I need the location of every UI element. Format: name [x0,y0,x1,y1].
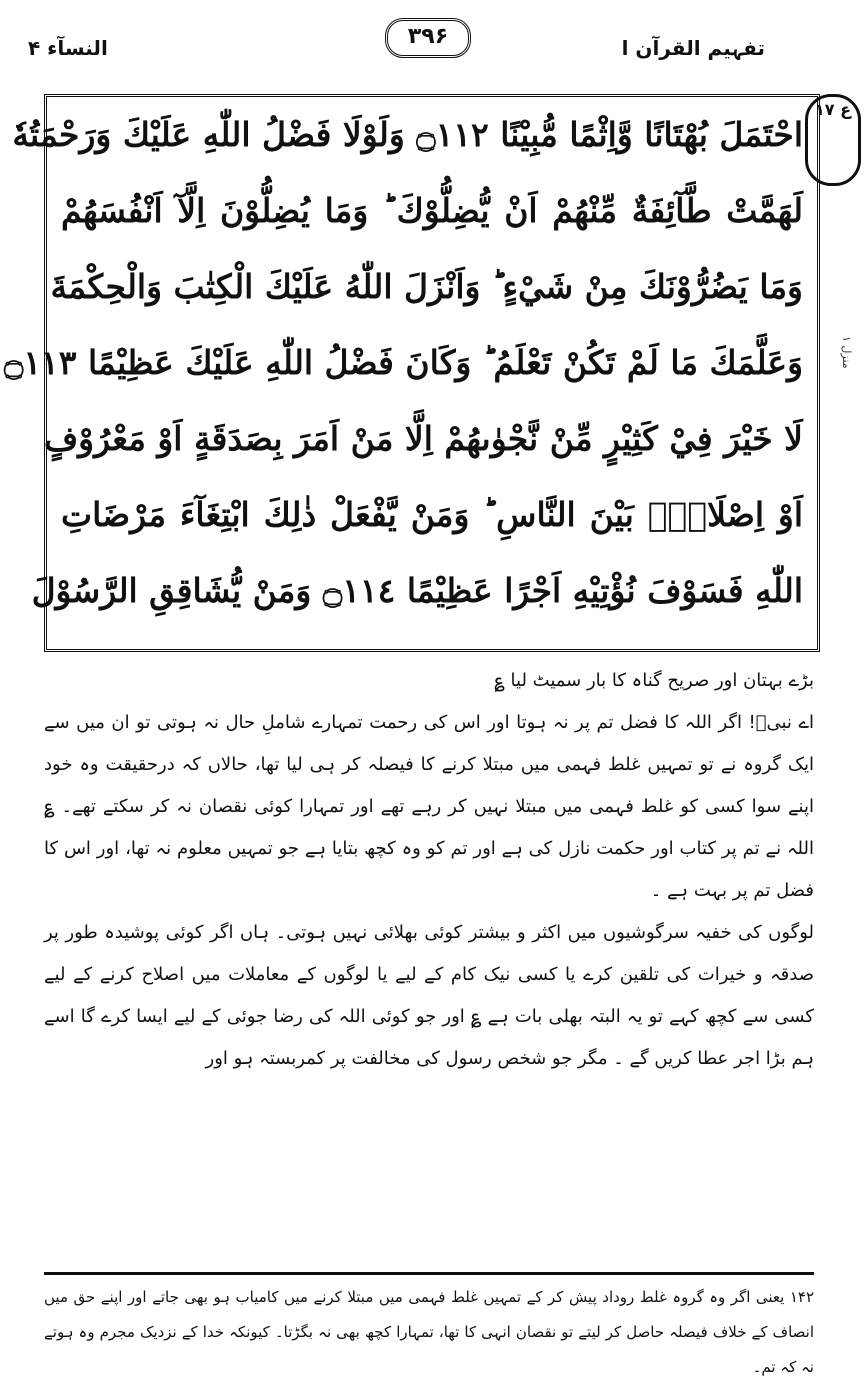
ayah-line: لَهَمَّتْ طَّآئِفَةٌ مِّنْهُمْ اَنْ يُّضِلُّوْكَ ؕ وَمَا يُضِلُّوْنَ اِلَّآ اَنْفُسَهُمْ [61,191,803,230]
translation-paragraph: بڑے بہتان اور صریح گناہ کا بار سمیٹ لیا ؏ [494,670,814,691]
footnote-divider [44,1272,814,1275]
ayah-line: اللّٰهِ فَسَوْفَ نُؤْتِيْهِ اَجْرًا عَظِيْمًا ۝١١٤ وَمَنْ يُّشَاقِقِ الرَّسُوْلَ [31,571,803,610]
page-header [0,0,865,70]
surah-name: النسآء ۴ [28,36,108,60]
ayah-line: اَوْ اِصْلَاحٍۭ بَيْنَ النَّاسِ ؕ وَمَنْ يَّفْعَلْ ذٰلِكَ ابْتِغَآءَ مَرْضَاتِ [61,495,803,534]
side-note: منزل ۱ [840,336,853,369]
quran-text-box [4,94,820,652]
ayah-line: وَمَا يَضُرُّوْنَكَ مِنْ شَيْءٍ ؕ وَاَنْزَلَ اللّٰهُ عَلَيْكَ الْكِتٰبَ وَالْحِكْمَةَ [50,267,803,306]
footnote-text: ۱۴۲ یعنی اگر وہ گروہ غلط روداد پیش کر کے تمہیں غلط فہمی میں مبتلا کرنے میں کامیاب ہو بھی جاتے اور اپنے حق میں انصاف کے خلاف فیصلہ حاصل کر لیتے تو نقصان انہی کا تھا، تمہارا کچھ بھی نہ بگڑتا۔ کیونکہ خدا کے نزدیک مجرم وہ ہوتے نہ کہ تم۔ [44,1288,814,1376]
ruku-marker: ع ۱۷ [805,94,861,186]
page-number: ۳۹۶ [385,18,471,58]
translation-paragraph: اے نبیؐ! اگر اللہ کا فضل تم پر نہ ہوتا اور اس کی رحمت تمہارے شاملِ حال نہ ہوتی تو ان میں سے ایک گروہ نے تو تمہیں غلط فہمی میں مبتلا کرنے کا فیصلہ کر ہی لیا تھا، حالاں کہ درحقیقت وہ خود اپنے سوا کسی کو غلط فہمی میں مبتلا نہیں کر رہے تھے اور تمہارا کوئی نقصان نہ کر سکتے تھے۔ ؏ اللہ نے تم پر کتاب اور حکمت نازل کی ہے اور تم کو وہ کچھ بتایا ہے جو تمہیں معلوم نہ تھا، اور اس کا فضل تم پر بہت ہے ۔ [44,712,814,901]
translation-block [44,660,814,1080]
translation-paragraph: لوگوں کی خفیہ سرگوشیوں میں اکثر و بیشتر کوئی بھلائی نہیں ہوتی۔ ہاں اگر کوئی پوشیدہ طور پر صدقہ و خیرات کی تلقین کرے یا کسی نیک کام کے لیے یا لوگوں کے معاملات میں اصلاح کرنے کے لیے کسی سے کچھ کہے تو یہ البتہ بھلی بات ہے ؏ اور جو کوئی اللہ کی رضا جوئی کے لیے ایسا کرے گا اسے ہم بڑا اجر عطا کریں گے ۔ مگر جو شخص رسول کی مخالفت پر کمربستہ ہو اور [44,922,814,1069]
ayah-line: لَا خَيْرَ فِيْ كَثِيْرٍ مِّنْ نَّجْوٰىهُمْ اِلَّا مَنْ اَمَرَ بِصَدَقَةٍ اَوْ مَعْرُوْفٍ [43,419,803,458]
footnote-block [44,1280,814,1385]
book-title: تفہیم القرآن ا [621,36,765,60]
ayah-line: احْتَمَلَ بُهْتَانًا وَّاِثْمًا مُّبِيْنًا ۝١١٢ وَلَوْلَا فَضْلُ اللّٰهِ عَلَيْكَ وَرَحْمَتُهٗ [12,115,803,154]
ayah-line: وَعَلَّمَكَ مَا لَمْ تَكُنْ تَعْلَمُ ؕ وَكَانَ فَضْلُ اللّٰهِ عَلَيْكَ عَظِيْمًا ۝١١٣ [4,343,803,382]
